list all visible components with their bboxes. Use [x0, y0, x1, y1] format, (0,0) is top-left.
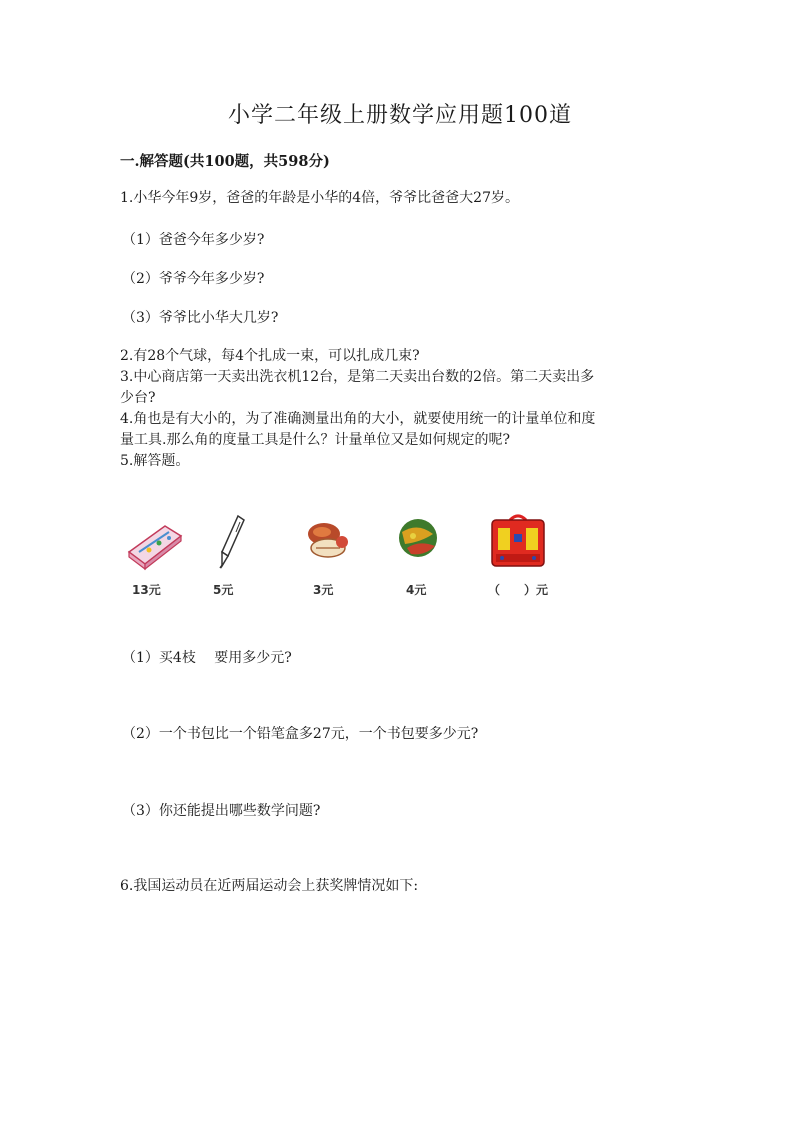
question-4-line-2: 量工具.那么角的度量工具是什么？计量单位又是如何规定的呢?: [120, 432, 510, 448]
question-1-sub-2: （2）爷爷今年多少岁?: [122, 271, 265, 287]
question-6: 6.我国运动员在近两届运动会上获奖牌情况如下:: [120, 878, 419, 894]
question-5-sub-3: （3）你还能提出哪些数学问题?: [122, 803, 321, 819]
toy-icon: [302, 512, 352, 572]
question-2: 2.有28个气球，每4个扎成一束，可以扎成几束?: [120, 348, 420, 364]
question-5-sub-1: （1）买4枝 要用多少元?: [122, 650, 292, 666]
question-5: 5.解答题。: [120, 453, 190, 469]
pencil-case-icon: [125, 512, 185, 572]
pen-icon: [212, 512, 252, 572]
page-title: 小学二年级上册数学应用题100道: [228, 103, 572, 128]
price-pen: 5元: [213, 583, 234, 597]
schoolbag-icon: [488, 512, 548, 572]
question-3-line-2: 少台?: [120, 390, 156, 406]
price-pencil-case: 13元: [132, 583, 161, 597]
price-ball: 4元: [406, 583, 427, 597]
question-3-line-1: 3.中心商店第一天卖出洗衣机12台，是第二天卖出台数的2倍。第二天卖出多: [120, 369, 595, 385]
question-1-sub-3: （3）爷爷比小华大几岁?: [122, 310, 279, 326]
question-4-line-1: 4.角也是有大小的，为了准确测量出角的大小，就要使用统一的计量单位和度: [120, 411, 596, 427]
section-heading: 一.解答题(共100题，共598分): [120, 153, 330, 170]
price-toy: 3元: [313, 583, 334, 597]
question-1-sub-1: （1）爸爸今年多少岁?: [122, 232, 265, 248]
price-schoolbag: （ ）元: [488, 583, 549, 597]
ball-icon: [397, 512, 439, 572]
question-1: 1.小华今年9岁，爸爸的年龄是小华的4倍，爷爷比爸爸大27岁。: [120, 190, 519, 206]
question-5-sub-2: （2）一个书包比一个铅笔盒多27元，一个书包要多少元?: [122, 726, 479, 742]
